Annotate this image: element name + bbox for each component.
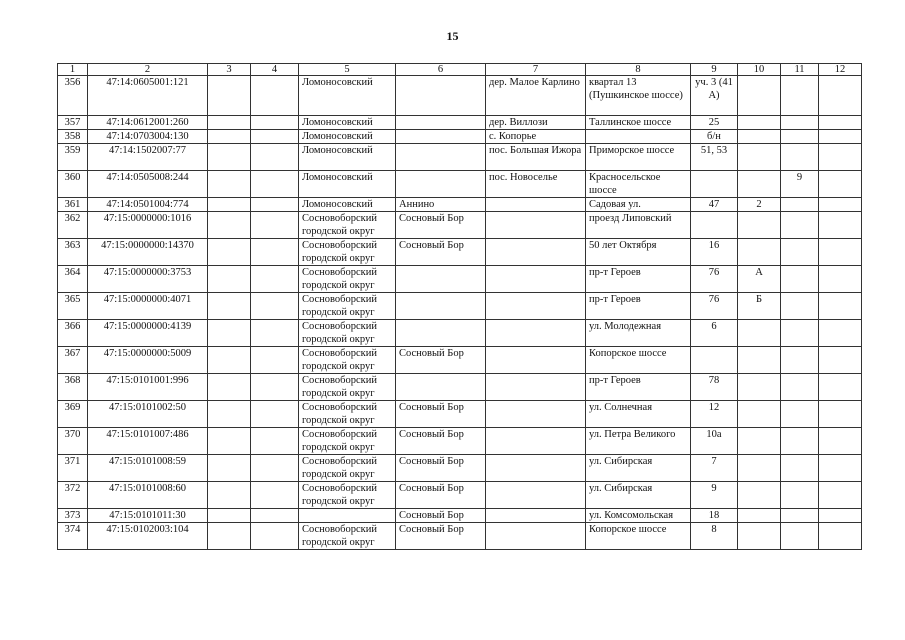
table-cell: 47:15:0101008:59 bbox=[88, 455, 208, 482]
table-cell: Сосновый Бор bbox=[396, 428, 486, 455]
table-cell: Сосновоборский городской округ bbox=[299, 401, 396, 428]
table-cell: Сосновоборский городской округ bbox=[299, 523, 396, 550]
table-cell: 360 bbox=[58, 171, 88, 198]
table-cell bbox=[781, 116, 819, 130]
table-cell bbox=[781, 401, 819, 428]
table-cell bbox=[251, 523, 299, 550]
table-cell bbox=[738, 116, 781, 130]
table-cell: дер. Малое Карлино bbox=[486, 76, 586, 116]
table-cell bbox=[396, 144, 486, 171]
table-cell bbox=[208, 455, 251, 482]
table-cell bbox=[738, 144, 781, 171]
column-header: 1 bbox=[58, 64, 88, 76]
table-cell bbox=[208, 374, 251, 401]
table-cell bbox=[251, 347, 299, 374]
table-cell: Сосновоборский городской округ bbox=[299, 347, 396, 374]
table-cell bbox=[486, 198, 586, 212]
table-cell: Садовая ул. bbox=[586, 198, 691, 212]
table-cell: Ломоносовский bbox=[299, 130, 396, 144]
table-cell bbox=[781, 320, 819, 347]
table-cell bbox=[208, 401, 251, 428]
table-cell: Сосновый Бор bbox=[396, 212, 486, 239]
table-cell: пос. Новоселье bbox=[486, 171, 586, 198]
table-cell bbox=[819, 266, 862, 293]
table-cell: Б bbox=[738, 293, 781, 320]
table-cell bbox=[208, 239, 251, 266]
table-cell bbox=[251, 509, 299, 523]
table-cell: 368 bbox=[58, 374, 88, 401]
table-cell bbox=[819, 130, 862, 144]
table-cell: Сосновоборский городской округ bbox=[299, 428, 396, 455]
table-cell: Ломоносовский bbox=[299, 144, 396, 171]
table-cell: 363 bbox=[58, 239, 88, 266]
table-cell bbox=[208, 293, 251, 320]
table-cell bbox=[691, 212, 738, 239]
table-cell bbox=[208, 198, 251, 212]
table-cell: 370 bbox=[58, 428, 88, 455]
table-cell: 6 bbox=[691, 320, 738, 347]
table-cell: 47:15:0102003:104 bbox=[88, 523, 208, 550]
table-cell: пр-т Героев bbox=[586, 374, 691, 401]
table-row bbox=[58, 523, 862, 550]
table-cell: Сосновый Бор bbox=[396, 482, 486, 509]
table-cell: ул. Молодежная bbox=[586, 320, 691, 347]
table-cell: ул. Сибирская bbox=[586, 455, 691, 482]
table-cell: Ломоносовский bbox=[299, 116, 396, 130]
table-row bbox=[58, 144, 862, 171]
table-cell: Сосновоборский городской округ bbox=[299, 266, 396, 293]
table-cell bbox=[486, 293, 586, 320]
table-cell: 9 bbox=[691, 482, 738, 509]
table-cell bbox=[738, 76, 781, 116]
table-cell: Красносельское шоссе bbox=[586, 171, 691, 198]
table-cell bbox=[781, 455, 819, 482]
table-row bbox=[58, 401, 862, 428]
table-cell: 373 bbox=[58, 509, 88, 523]
table-cell: 369 bbox=[58, 401, 88, 428]
table-cell: квартал 13 (Пушкинское шоссе) bbox=[586, 76, 691, 116]
column-header: 7 bbox=[486, 64, 586, 76]
table-cell bbox=[486, 266, 586, 293]
table-cell: Копорское шоссе bbox=[586, 523, 691, 550]
table-cell bbox=[781, 347, 819, 374]
table-row bbox=[58, 239, 862, 266]
column-header: 9 bbox=[691, 64, 738, 76]
table-cell: 356 bbox=[58, 76, 88, 116]
table-cell bbox=[819, 293, 862, 320]
table-cell bbox=[738, 374, 781, 401]
table-cell bbox=[819, 171, 862, 198]
table-cell bbox=[486, 212, 586, 239]
table-cell: 374 bbox=[58, 523, 88, 550]
table-cell bbox=[781, 130, 819, 144]
table-cell: Сосновый Бор bbox=[396, 455, 486, 482]
table-cell bbox=[396, 171, 486, 198]
table-cell bbox=[208, 347, 251, 374]
column-header: 8 bbox=[586, 64, 691, 76]
table-cell bbox=[396, 293, 486, 320]
table-cell bbox=[738, 428, 781, 455]
table-cell: 16 bbox=[691, 239, 738, 266]
table-cell bbox=[396, 130, 486, 144]
table-cell bbox=[208, 482, 251, 509]
table-cell: 47:14:0501004:774 bbox=[88, 198, 208, 212]
table-cell: Приморское шоссе bbox=[586, 144, 691, 171]
table-cell bbox=[781, 293, 819, 320]
table-cell bbox=[251, 171, 299, 198]
table-cell: Сосновоборский городской округ bbox=[299, 239, 396, 266]
page-number: 15 bbox=[446, 29, 459, 43]
table-cell: 2 bbox=[738, 198, 781, 212]
table-cell bbox=[781, 482, 819, 509]
table-cell bbox=[251, 130, 299, 144]
table-cell bbox=[486, 428, 586, 455]
table-cell: 47:15:0101002:50 bbox=[88, 401, 208, 428]
table-cell bbox=[738, 523, 781, 550]
table-cell: ул. Сибирская bbox=[586, 482, 691, 509]
table-cell bbox=[208, 428, 251, 455]
table-cell: 361 bbox=[58, 198, 88, 212]
table-cell bbox=[819, 116, 862, 130]
table-cell bbox=[738, 320, 781, 347]
table-cell bbox=[738, 130, 781, 144]
table-cell: Сосновый Бор bbox=[396, 347, 486, 374]
table-cell bbox=[251, 239, 299, 266]
table-cell: проезд Липовский bbox=[586, 212, 691, 239]
table-cell bbox=[586, 130, 691, 144]
table-cell bbox=[486, 523, 586, 550]
table-cell bbox=[208, 266, 251, 293]
table-cell bbox=[396, 320, 486, 347]
table-row bbox=[58, 76, 862, 116]
table-row bbox=[58, 212, 862, 239]
table-cell bbox=[396, 76, 486, 116]
table-cell: пр-т Героев bbox=[586, 293, 691, 320]
table-cell: 76 bbox=[691, 266, 738, 293]
table-row bbox=[58, 374, 862, 401]
table-cell bbox=[819, 523, 862, 550]
table-cell: ул. Петра Великого bbox=[586, 428, 691, 455]
table-cell: Копорское шоссе bbox=[586, 347, 691, 374]
table-cell: ул. Комсомольская bbox=[586, 509, 691, 523]
table-cell bbox=[486, 482, 586, 509]
table-cell bbox=[299, 509, 396, 523]
column-header: 5 bbox=[299, 64, 396, 76]
table-row bbox=[58, 293, 862, 320]
table-cell bbox=[486, 509, 586, 523]
table-cell: 357 bbox=[58, 116, 88, 130]
table-cell: пос. Большая Ижора bbox=[486, 144, 586, 171]
table-cell: 47:14:0612001:260 bbox=[88, 116, 208, 130]
table-cell bbox=[781, 428, 819, 455]
table-cell: 8 bbox=[691, 523, 738, 550]
table-cell bbox=[486, 347, 586, 374]
table-cell: 47:15:0000000:1016 bbox=[88, 212, 208, 239]
table-cell bbox=[208, 171, 251, 198]
table-cell bbox=[819, 509, 862, 523]
table-cell bbox=[208, 144, 251, 171]
table-cell bbox=[251, 374, 299, 401]
table-cell bbox=[781, 76, 819, 116]
table-cell: Сосновоборский городской округ bbox=[299, 212, 396, 239]
table-cell: 372 bbox=[58, 482, 88, 509]
table-cell bbox=[251, 320, 299, 347]
table-cell bbox=[819, 212, 862, 239]
table-cell: Сосновый Бор bbox=[396, 509, 486, 523]
table-cell: Сосновый Бор bbox=[396, 523, 486, 550]
table-cell bbox=[486, 455, 586, 482]
table-cell: 47:15:0000000:4071 bbox=[88, 293, 208, 320]
table-cell bbox=[208, 523, 251, 550]
table-cell bbox=[251, 482, 299, 509]
table-cell bbox=[691, 171, 738, 198]
table-cell bbox=[819, 76, 862, 116]
table-cell: А bbox=[738, 266, 781, 293]
column-header: 10 bbox=[738, 64, 781, 76]
table-cell: Сосновый Бор bbox=[396, 239, 486, 266]
table-cell: 47:15:0101011:30 bbox=[88, 509, 208, 523]
table-cell: 51, 53 bbox=[691, 144, 738, 171]
table-cell: 371 bbox=[58, 455, 88, 482]
table-cell: 47:14:1502007:77 bbox=[88, 144, 208, 171]
table-cell bbox=[781, 198, 819, 212]
table-cell: 47 bbox=[691, 198, 738, 212]
table-cell: 365 bbox=[58, 293, 88, 320]
table-cell: 362 bbox=[58, 212, 88, 239]
table-cell bbox=[486, 401, 586, 428]
table-cell: 50 лет Октября bbox=[586, 239, 691, 266]
column-header: 12 bbox=[819, 64, 862, 76]
table-cell bbox=[208, 130, 251, 144]
table-cell bbox=[781, 266, 819, 293]
table-row bbox=[58, 509, 862, 523]
table-cell bbox=[738, 239, 781, 266]
table-cell bbox=[738, 171, 781, 198]
table-cell bbox=[781, 144, 819, 171]
table-cell bbox=[819, 144, 862, 171]
table-cell bbox=[486, 320, 586, 347]
table-cell: 47:15:0000000:4139 bbox=[88, 320, 208, 347]
registry-table bbox=[57, 63, 862, 550]
table-cell bbox=[781, 509, 819, 523]
table-cell bbox=[396, 266, 486, 293]
table-cell: 367 bbox=[58, 347, 88, 374]
table-cell: 7 bbox=[691, 455, 738, 482]
table-cell bbox=[208, 320, 251, 347]
table-cell: 10а bbox=[691, 428, 738, 455]
table-cell bbox=[738, 509, 781, 523]
table-cell: Сосновоборский городской округ bbox=[299, 455, 396, 482]
table-cell bbox=[251, 455, 299, 482]
table-cell bbox=[251, 116, 299, 130]
table-cell: 47:14:0605001:121 bbox=[88, 76, 208, 116]
table-cell bbox=[208, 76, 251, 116]
table-cell bbox=[738, 212, 781, 239]
table-cell bbox=[781, 523, 819, 550]
column-header: 2 bbox=[88, 64, 208, 76]
table-row bbox=[58, 320, 862, 347]
table-cell bbox=[251, 76, 299, 116]
table-cell: с. Копорье bbox=[486, 130, 586, 144]
table-cell bbox=[486, 239, 586, 266]
header-row bbox=[58, 64, 862, 76]
table-cell bbox=[251, 401, 299, 428]
table-cell: 364 bbox=[58, 266, 88, 293]
table-cell: 358 bbox=[58, 130, 88, 144]
table-cell bbox=[251, 212, 299, 239]
table-cell: 47:15:0101001:996 bbox=[88, 374, 208, 401]
table-row bbox=[58, 266, 862, 293]
table-row bbox=[58, 198, 862, 212]
table-cell bbox=[819, 482, 862, 509]
table-row bbox=[58, 130, 862, 144]
table-cell bbox=[819, 239, 862, 266]
table-cell: 25 bbox=[691, 116, 738, 130]
table-cell bbox=[819, 320, 862, 347]
table-cell: б/н bbox=[691, 130, 738, 144]
table-cell bbox=[251, 266, 299, 293]
table-cell: дер. Виллози bbox=[486, 116, 586, 130]
table-cell bbox=[691, 347, 738, 374]
table-cell: 47:15:0000000:14370 bbox=[88, 239, 208, 266]
table-cell bbox=[819, 401, 862, 428]
table-cell: Сосновоборский городской округ bbox=[299, 374, 396, 401]
table-cell bbox=[819, 428, 862, 455]
table-cell bbox=[738, 455, 781, 482]
table-cell bbox=[738, 347, 781, 374]
table-cell bbox=[738, 401, 781, 428]
table-cell: Сосновоборский городской округ bbox=[299, 320, 396, 347]
table-cell: 9 bbox=[781, 171, 819, 198]
table-cell bbox=[208, 212, 251, 239]
table-cell: 47:14:0703004:130 bbox=[88, 130, 208, 144]
table-cell: уч. 3 (41 А) bbox=[691, 76, 738, 116]
table-cell: 47:15:0000000:3753 bbox=[88, 266, 208, 293]
table-cell: 366 bbox=[58, 320, 88, 347]
table-row bbox=[58, 482, 862, 509]
table-cell: ул. Солнечная bbox=[586, 401, 691, 428]
table-cell: Таллинское шоссе bbox=[586, 116, 691, 130]
table-cell: Сосновый Бор bbox=[396, 401, 486, 428]
table-row bbox=[58, 116, 862, 130]
table-cell bbox=[738, 482, 781, 509]
table-cell: Ломоносовский bbox=[299, 198, 396, 212]
column-header: 11 bbox=[781, 64, 819, 76]
table-cell bbox=[251, 144, 299, 171]
table-cell bbox=[486, 374, 586, 401]
table-cell: Сосновоборский городской округ bbox=[299, 293, 396, 320]
table-cell bbox=[781, 212, 819, 239]
table-row bbox=[58, 347, 862, 374]
table-cell: 76 bbox=[691, 293, 738, 320]
column-header: 3 bbox=[208, 64, 251, 76]
table-cell: Ломоносовский bbox=[299, 76, 396, 116]
table-cell: Ломоносовский bbox=[299, 171, 396, 198]
table-row bbox=[58, 171, 862, 198]
table-cell bbox=[819, 198, 862, 212]
table-cell: 47:15:0000000:5009 bbox=[88, 347, 208, 374]
table-cell: 78 bbox=[691, 374, 738, 401]
table-cell bbox=[396, 374, 486, 401]
table-cell bbox=[208, 509, 251, 523]
table-cell bbox=[819, 347, 862, 374]
table-cell bbox=[251, 198, 299, 212]
table-cell bbox=[208, 116, 251, 130]
column-header: 6 bbox=[396, 64, 486, 76]
table-cell bbox=[251, 293, 299, 320]
table-cell bbox=[819, 374, 862, 401]
table-cell: 359 bbox=[58, 144, 88, 171]
table-cell bbox=[819, 455, 862, 482]
table-cell bbox=[251, 428, 299, 455]
table-cell bbox=[781, 374, 819, 401]
table-cell bbox=[396, 116, 486, 130]
table-cell: 47:15:0101007:486 bbox=[88, 428, 208, 455]
table-cell bbox=[781, 239, 819, 266]
table-cell: Аннино bbox=[396, 198, 486, 212]
table-cell: Сосновоборский городской округ bbox=[299, 482, 396, 509]
table-row bbox=[58, 428, 862, 455]
table-cell: 18 bbox=[691, 509, 738, 523]
table-cell: пр-т Героев bbox=[586, 266, 691, 293]
table-cell: 47:15:0101008:60 bbox=[88, 482, 208, 509]
table-cell: 47:14:0505008:244 bbox=[88, 171, 208, 198]
table-row bbox=[58, 455, 862, 482]
column-header: 4 bbox=[251, 64, 299, 76]
table-cell: 12 bbox=[691, 401, 738, 428]
